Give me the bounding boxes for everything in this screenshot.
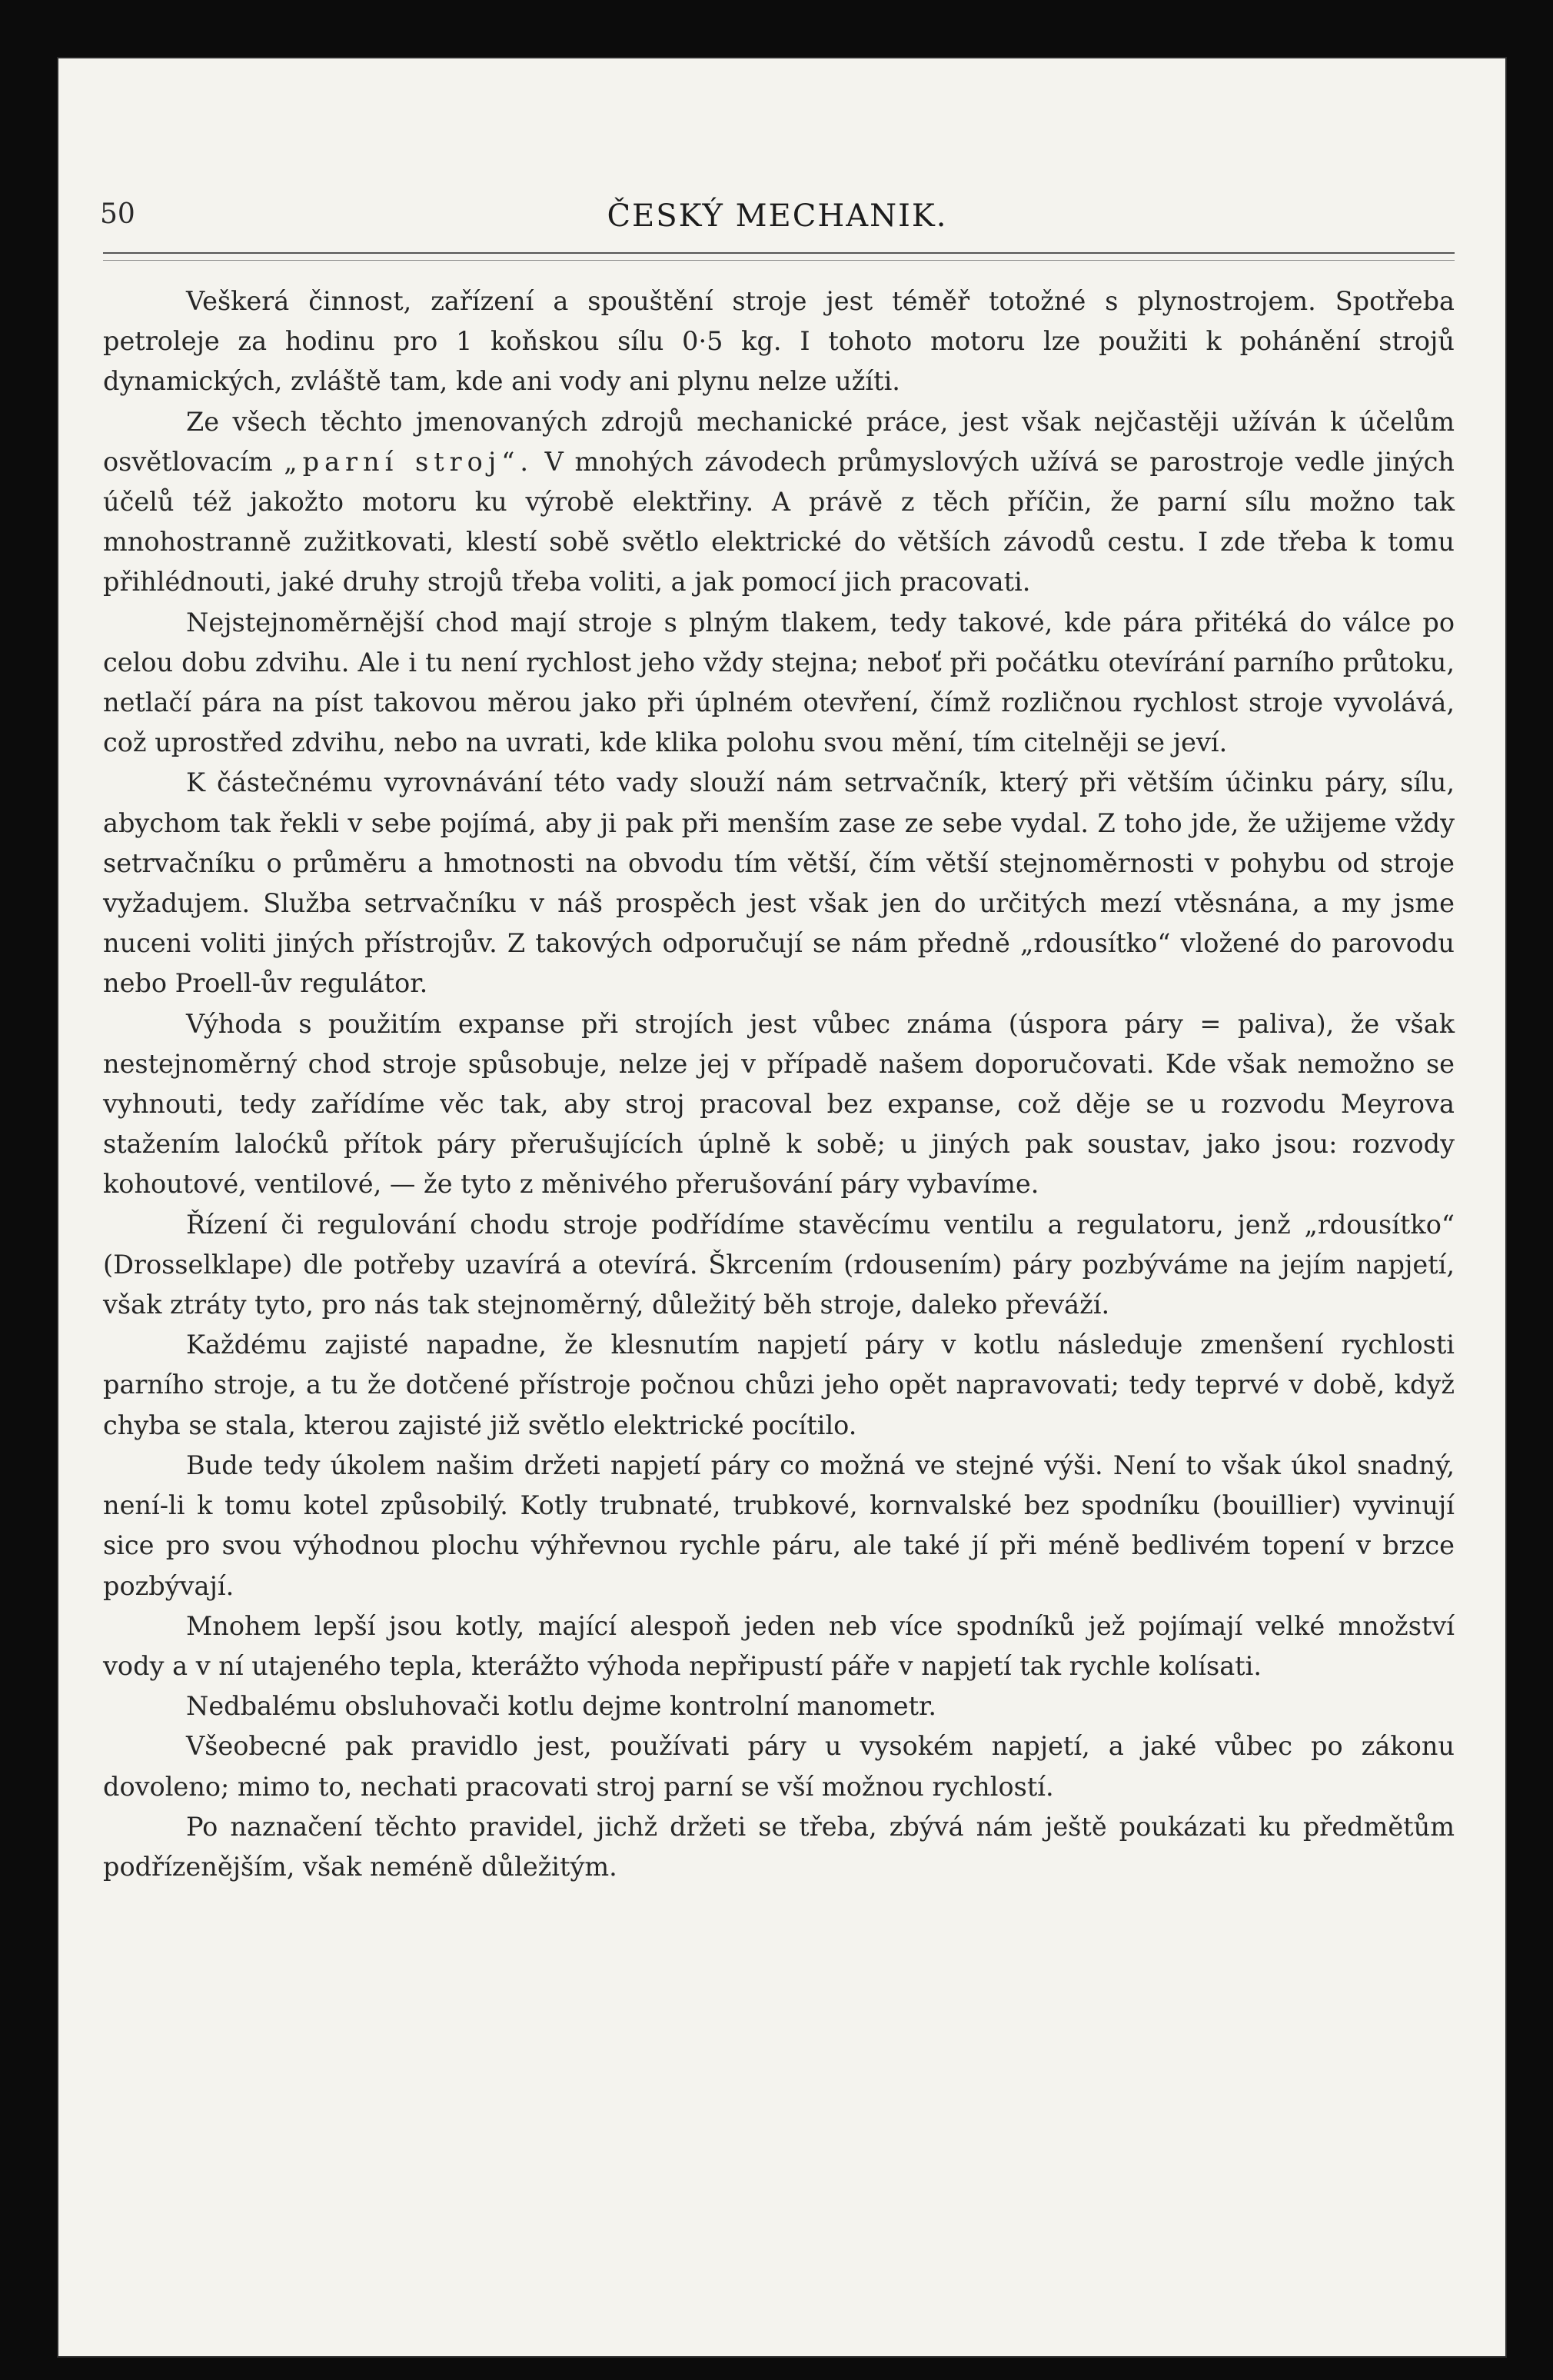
paragraph: Všeobecné pak pravidlo jest, používati páry u vysokém napjetí, a jaké vůbec po zákonu dovoleno; mimo to, nechati pracovati stroj parní se vší možnou rychlostí. <box>103 1731 1455 1802</box>
paragraph: Řízení či regulování chodu stroje podřídíme stavěcímu ventilu a regulatoru, jenž „rdousítko“ (Drosselklape) dle potřeby uzavírá a otevírá. Škrcením (rdousením) páry pozbýváme na jejím napjetí, však ztráty tyto, pro nás tak stejnoměrný, důležitý běh stroje, daleko převáží. <box>103 1209 1455 1320</box>
paragraph: Mnohem lepší jsou kotly, mající alespoň jeden neb více spodníků jež pojímají velké množství vody a v ní utajeného tepla, kterážto výhoda nepřipustí páře v napjetí tak rychle kolísati. <box>103 1610 1455 1681</box>
emphasized-term: „parní stroj“. <box>284 446 534 477</box>
paragraph: Bude tedy úkolem našim držeti napjetí páry co možná ve stejné výši. Není to však úkol snadný, není-li k tomu kotel způsobilý. Kotly trubnaté, trubkové, kornvalské bez spodníku (bouillier) vyvinují sice pro svou výhodnou plochu výhřevnou rychle páru, ale také jí při méně bedlivém topení v brzce pozbývají. <box>103 1450 1455 1601</box>
paragraph: Veškerá činnost, zařízení a spouštění stroje jest téměř totožné s plynostrojem. Spotřeba petroleje za hodinu pro 1 koňskou sílu 0·5 kg. I tohoto motoru lze použiti k pohánění strojů dynamických, zvláště tam, kde ani vody ani plynu nelze užíti. <box>103 286 1455 397</box>
page-number: 50 <box>100 198 135 230</box>
paragraph: Každému zajisté napadne, že klesnutím napjetí páry v kotlu následuje zmenšení rychlosti parního stroje, a tu že dotčené přístroje počnou chůzi jeho opět napravovati; tedy teprvé v době, když chyba se stala, kterou zajisté již světlo elektrické pocítilo. <box>103 1330 1455 1440</box>
paragraph-text: Ze všech těchto jmenovaných zdrojů mechanické práce, jest však nejčastěji užíván k účelům osvětlovacím <box>103 406 1455 477</box>
paragraph: K částečnému vyrovnávání této vady slouží nám setrvačník, který při větším účinku páry, sílu, abychom tak řekli v sebe pojímá, aby ji pak při menším zase ze sebe vydal. Z toho jde, že užijeme vždy setrvačníku o průměru a hmotnosti na obvodu tím větší, čím větší stejnoměrnosti v pohybu od stroje vyžadujem. Služba setrvačníku v náš prospěch jest však jen do určitých mezí vtěsnána, a my jsme nuceni voliti jiných přístrojův. Z takových odporučují se nám předně „rdousítko“ vložené do parovodu nebo Proell-ův regulátor. <box>103 767 1455 999</box>
body-text <box>103 281 1455 1887</box>
header-rule <box>103 252 1455 254</box>
paragraph: Nedbalému obsluhovači kotlu dejme kontrolní manometr. <box>186 1691 937 1722</box>
running-title: ČESKÝ MECHANIK. <box>607 198 948 234</box>
paragraph <box>103 402 1455 603</box>
paragraph: Výhoda s použitím expanse při strojích jest vůbec známa (úspora páry = paliva), že však nestejnoměrný chod stroje spůsobuje, nelze jej v případě našem doporučovati. Kde však nemožno se vyhnouti, tedy zařídíme věc tak, aby stroj pracoval bez expanse, což děje se u rozvodu Meyrova stažením laloćků přítok páry přerušujících úplně k sobě; u jiných pak soustav, jako jsou: rozvody kohoutové, ventilové, — že tyto z měnivého přerušování páry vybavíme. <box>103 1008 1455 1200</box>
header-rule-thin <box>103 260 1455 261</box>
page-header <box>100 198 1455 252</box>
paragraph: Po naznačení těchto pravidel, jichž držeti se třeba, zbývá nám ještě poukázati ku předmětům podřízenějším, však neméně důležitým. <box>103 1811 1455 1882</box>
paragraph-text: V mnohých závodech průmyslových užívá se parostroje vedle jiných účelů též jakožto motoru ku výrobě elektřiny. A právě z těch příčin, že parní sílu možno tak mnohostranně zužitkovati, klestí sobě světlo elektrické do větších závodů cestu. I zde třeba k tomu přihlédnouti, jaké druhy strojů třeba voliti, a jak pomocí jich pracovati. <box>103 446 1455 597</box>
paragraph: Nejstejnoměrnější chod mají stroje s plným tlakem, tedy takové, kde pára přitéká do válce po celou dobu zdvihu. Ale i tu není rychlost jeho vždy stejna; neboť při počátku otevírání parního průtoku, netlačí pára na píst takovou měrou jako při úplném otevření, čímž rozličnou rychlost stroje vyvolává, což uprostřed zdvihu, nebo na uvrati, kde klika polohu svou mění, tím citelněji se jeví. <box>103 607 1455 758</box>
